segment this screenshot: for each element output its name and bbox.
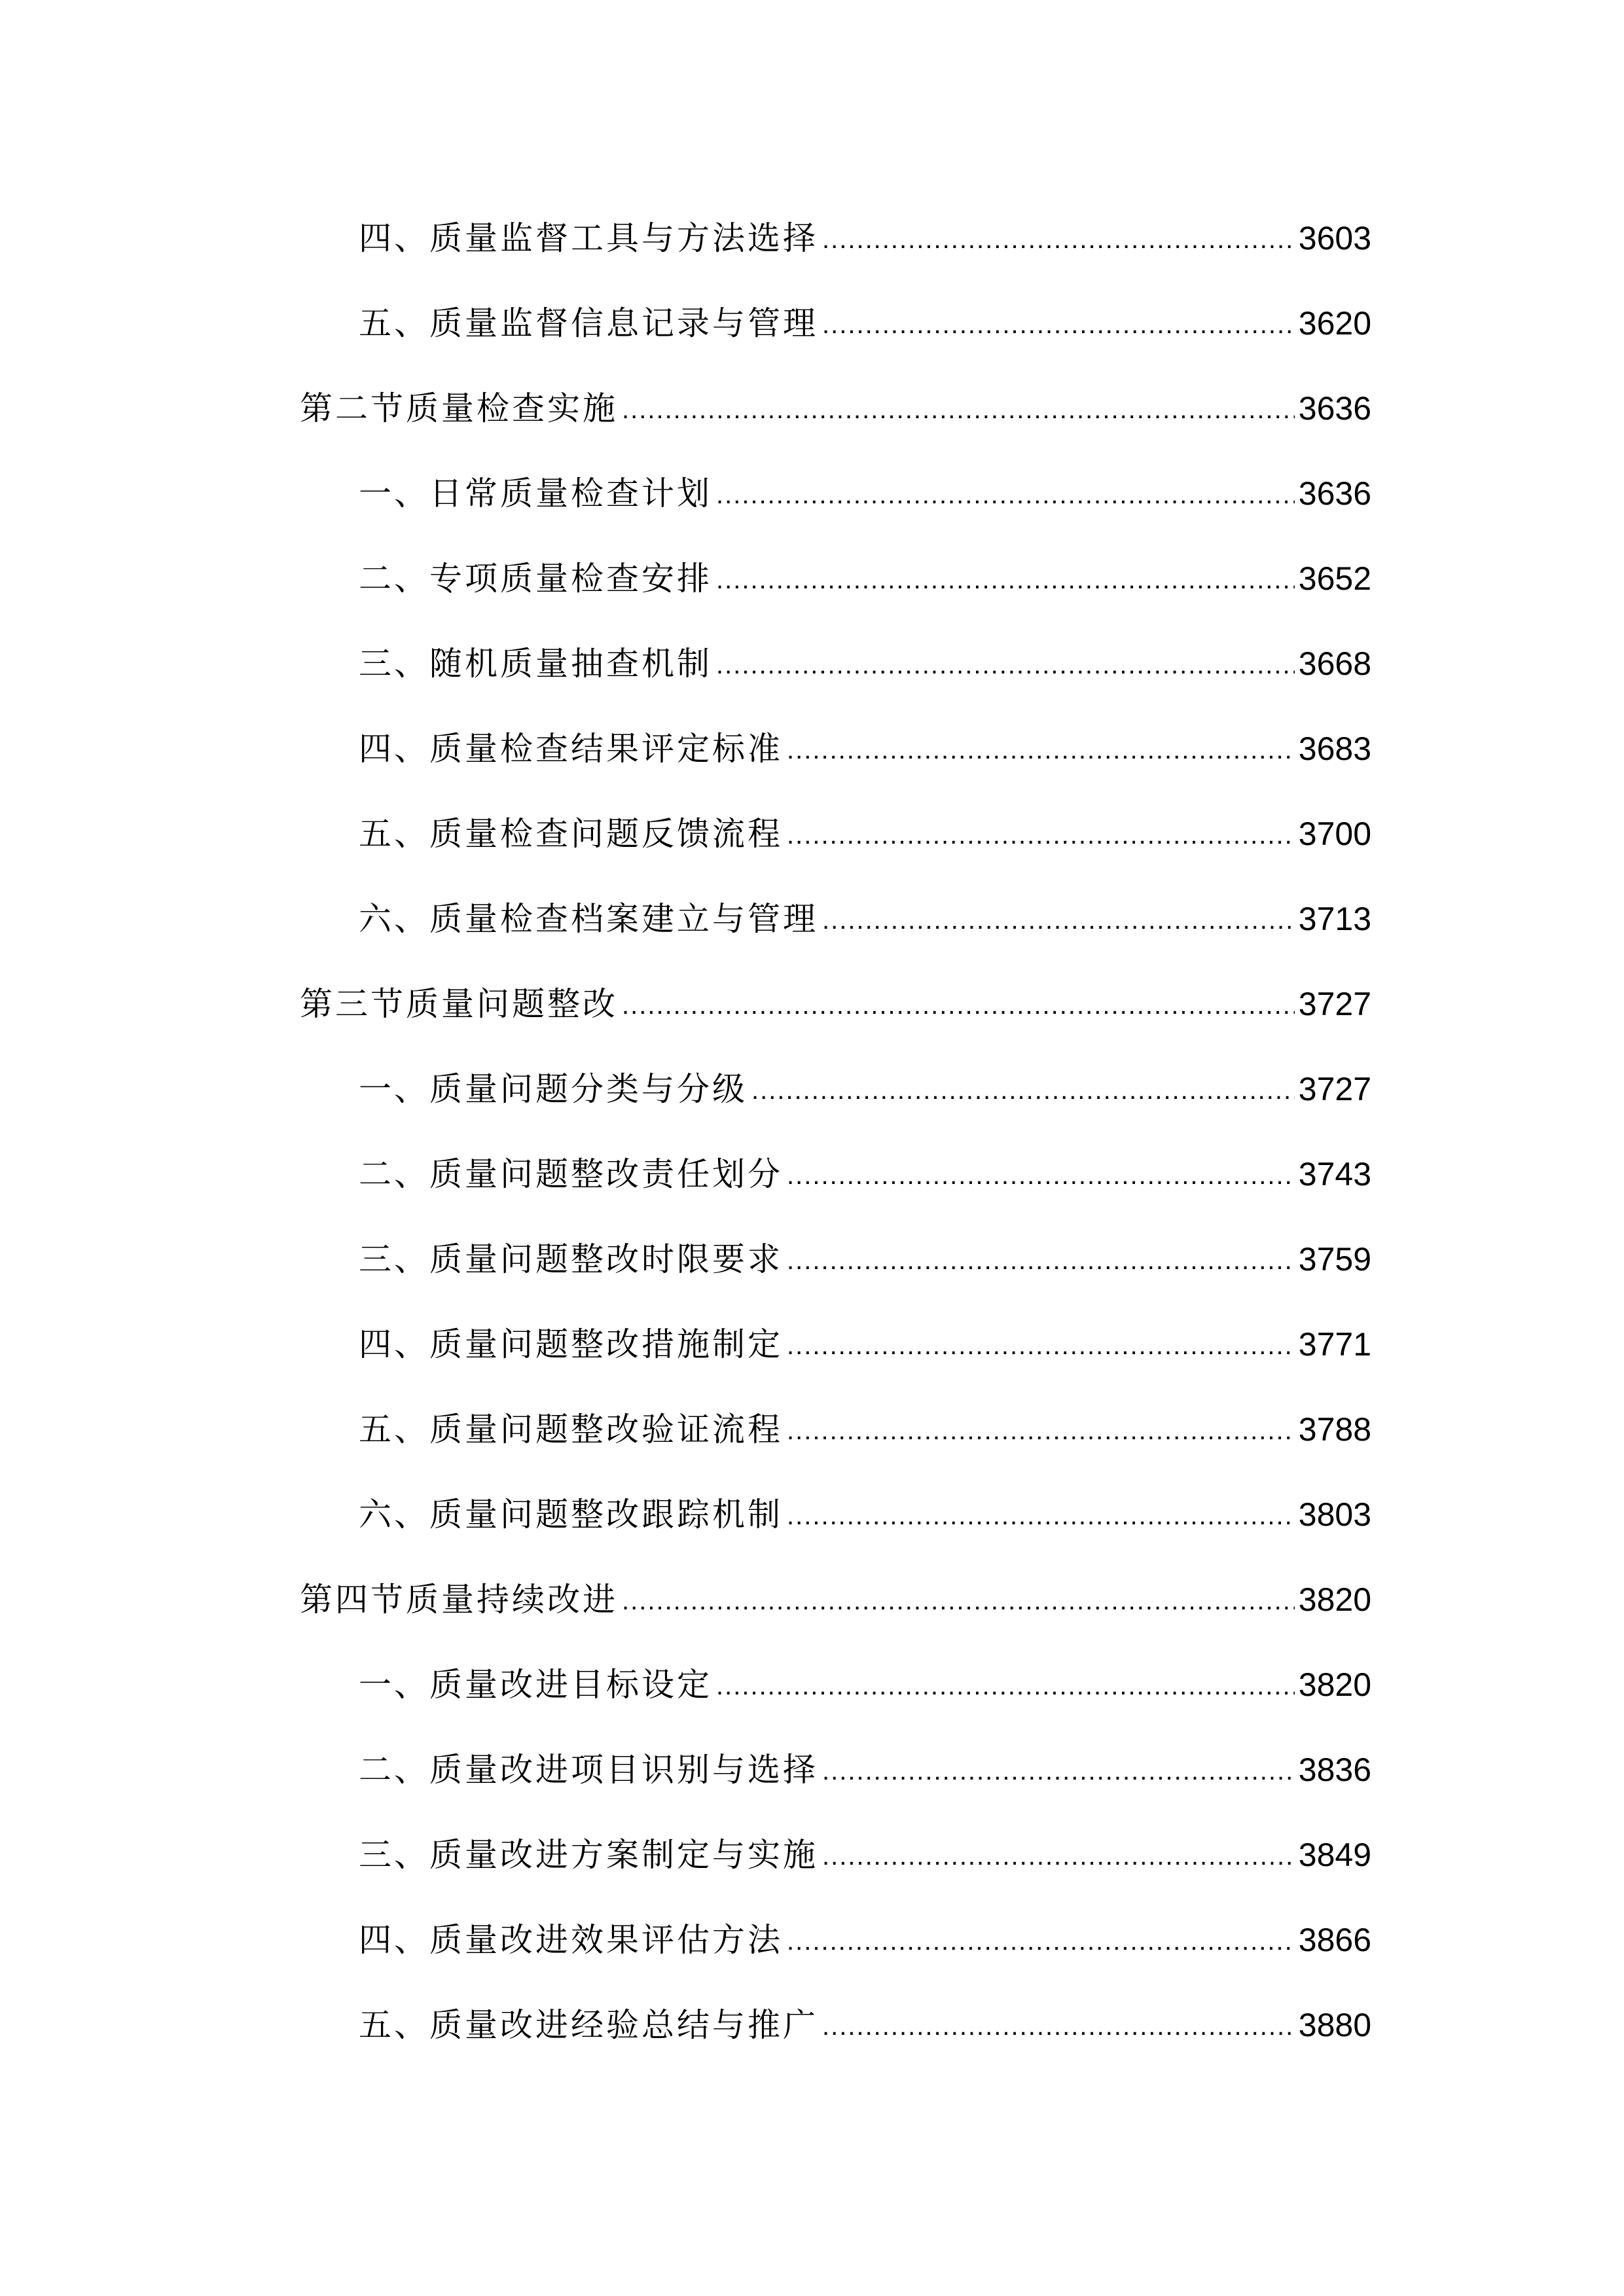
toc-dot-leader <box>716 1657 1295 1712</box>
toc-entry[interactable] <box>359 1233 1371 1285</box>
toc-entry[interactable] <box>359 893 1371 945</box>
toc-entry[interactable] <box>359 1318 1371 1371</box>
toc-entry[interactable] <box>359 1914 1371 1966</box>
toc-entry[interactable] <box>359 808 1371 860</box>
toc-entry-title: 四、质量问题整改措施制定 <box>359 1325 783 1363</box>
toc-entry-title: 第二节质量检查实施 <box>300 389 618 427</box>
toc-entry-title: 六、质量问题整改跟踪机制 <box>359 1496 783 1534</box>
toc-entry[interactable] <box>359 552 1371 605</box>
toc-dot-leader <box>787 721 1295 776</box>
toc-section-entry[interactable] <box>300 382 1371 435</box>
toc-entry[interactable] <box>359 1148 1371 1200</box>
toc-entry[interactable] <box>359 1063 1371 1115</box>
toc-page-number: 3788 <box>1298 1411 1371 1448</box>
toc-dot-leader <box>822 1827 1295 1882</box>
toc-entry[interactable] <box>359 637 1371 690</box>
toc-dot-leader <box>751 1062 1295 1117</box>
toc-dot-leader <box>822 891 1295 946</box>
toc-dot-leader <box>787 1317 1295 1372</box>
toc-page-number: 3603 <box>1298 220 1371 257</box>
toc-dot-leader <box>822 211 1295 266</box>
toc-entry-title: 第三节质量问题整改 <box>300 985 618 1023</box>
toc-dot-leader <box>787 1912 1295 1967</box>
toc-entry[interactable] <box>359 297 1371 350</box>
toc-page-number: 3820 <box>1298 1581 1371 1618</box>
toc-entry[interactable] <box>359 467 1371 520</box>
toc-dot-leader <box>622 977 1295 1031</box>
toc-entry[interactable] <box>359 1999 1371 2051</box>
toc-dot-leader <box>787 1232 1295 1287</box>
toc-dot-leader <box>787 1402 1295 1457</box>
toc-entry-title: 五、质量问题整改验证流程 <box>359 1410 783 1448</box>
toc-entry[interactable] <box>359 1744 1371 1796</box>
toc-page-number: 3668 <box>1298 645 1371 682</box>
toc-page-number: 3880 <box>1298 2007 1371 2043</box>
toc-entry-title: 五、质量改进经验总结与推广 <box>359 2006 818 2044</box>
toc-page-number: 3849 <box>1298 1837 1371 1873</box>
toc-entry-title: 五、质量监督信息记录与管理 <box>359 304 818 342</box>
toc-dot-leader <box>716 551 1295 606</box>
toc-page-number: 3743 <box>1298 1156 1371 1193</box>
toc-dot-leader <box>822 1998 1295 2053</box>
toc-entry-title: 五、质量检查问题反馈流程 <box>359 815 783 853</box>
toc-dot-leader <box>787 806 1295 861</box>
toc-page-number: 3727 <box>1298 986 1371 1022</box>
toc-page-number: 3713 <box>1298 901 1371 937</box>
toc-section-entry[interactable] <box>300 1573 1371 1626</box>
toc-page-number: 3636 <box>1298 390 1371 427</box>
toc-page-number: 3683 <box>1298 730 1371 767</box>
toc-page-number: 3727 <box>1298 1071 1371 1107</box>
toc-dot-leader <box>716 636 1295 691</box>
toc-section-entry[interactable] <box>300 978 1371 1030</box>
toc-entry-title: 二、专项质量检查安排 <box>359 560 712 598</box>
toc-page-number: 3759 <box>1298 1241 1371 1278</box>
toc-entry-title: 第四节质量持续改进 <box>300 1581 618 1619</box>
toc-entry-title: 四、质量检查结果评定标准 <box>359 730 783 768</box>
toc-entry-title: 二、质量改进项目识别与选择 <box>359 1751 818 1789</box>
toc-entry[interactable] <box>359 1829 1371 1881</box>
toc-entry[interactable] <box>359 1659 1371 1711</box>
toc-dot-leader <box>622 381 1295 436</box>
toc-entry-title: 一、日常质量检查计划 <box>359 475 712 512</box>
toc-dot-leader <box>622 1572 1295 1627</box>
toc-entry-title: 二、质量问题整改责任划分 <box>359 1155 783 1193</box>
toc-page-number: 3636 <box>1298 475 1371 512</box>
toc-dot-leader <box>787 1487 1295 1542</box>
toc-entry-title: 一、质量改进目标设定 <box>359 1666 712 1704</box>
toc-entry-title: 六、质量检查档案建立与管理 <box>359 900 818 938</box>
toc-dot-leader <box>716 466 1295 521</box>
toc-entry[interactable] <box>359 212 1371 264</box>
toc-entry-title: 四、质量监督工具与方法选择 <box>359 219 818 257</box>
toc-page-number: 3700 <box>1298 816 1371 852</box>
toc-page-number: 3620 <box>1298 305 1371 342</box>
toc-entry-title: 四、质量改进效果评估方法 <box>359 1921 783 1959</box>
toc-entry-title: 三、质量问题整改时限要求 <box>359 1240 783 1278</box>
toc-entry[interactable] <box>359 1488 1371 1541</box>
toc-dot-leader <box>787 1147 1295 1202</box>
toc-page-number: 3803 <box>1298 1496 1371 1533</box>
toc-entry-title: 一、质量问题分类与分级 <box>359 1070 748 1108</box>
toc-dot-leader <box>822 1742 1295 1797</box>
toc-entry-title: 三、随机质量抽查机制 <box>359 645 712 683</box>
toc-entry[interactable] <box>359 1403 1371 1456</box>
toc-page-number: 3652 <box>1298 560 1371 597</box>
toc-page-number: 3771 <box>1298 1326 1371 1363</box>
toc-page-number: 3820 <box>1298 1666 1371 1703</box>
toc-entry[interactable] <box>359 723 1371 775</box>
toc-dot-leader <box>822 296 1295 351</box>
toc-entry-title: 三、质量改进方案制定与实施 <box>359 1836 818 1874</box>
toc-page-number: 3866 <box>1298 1922 1371 1958</box>
toc-page-number: 3836 <box>1298 1751 1371 1788</box>
